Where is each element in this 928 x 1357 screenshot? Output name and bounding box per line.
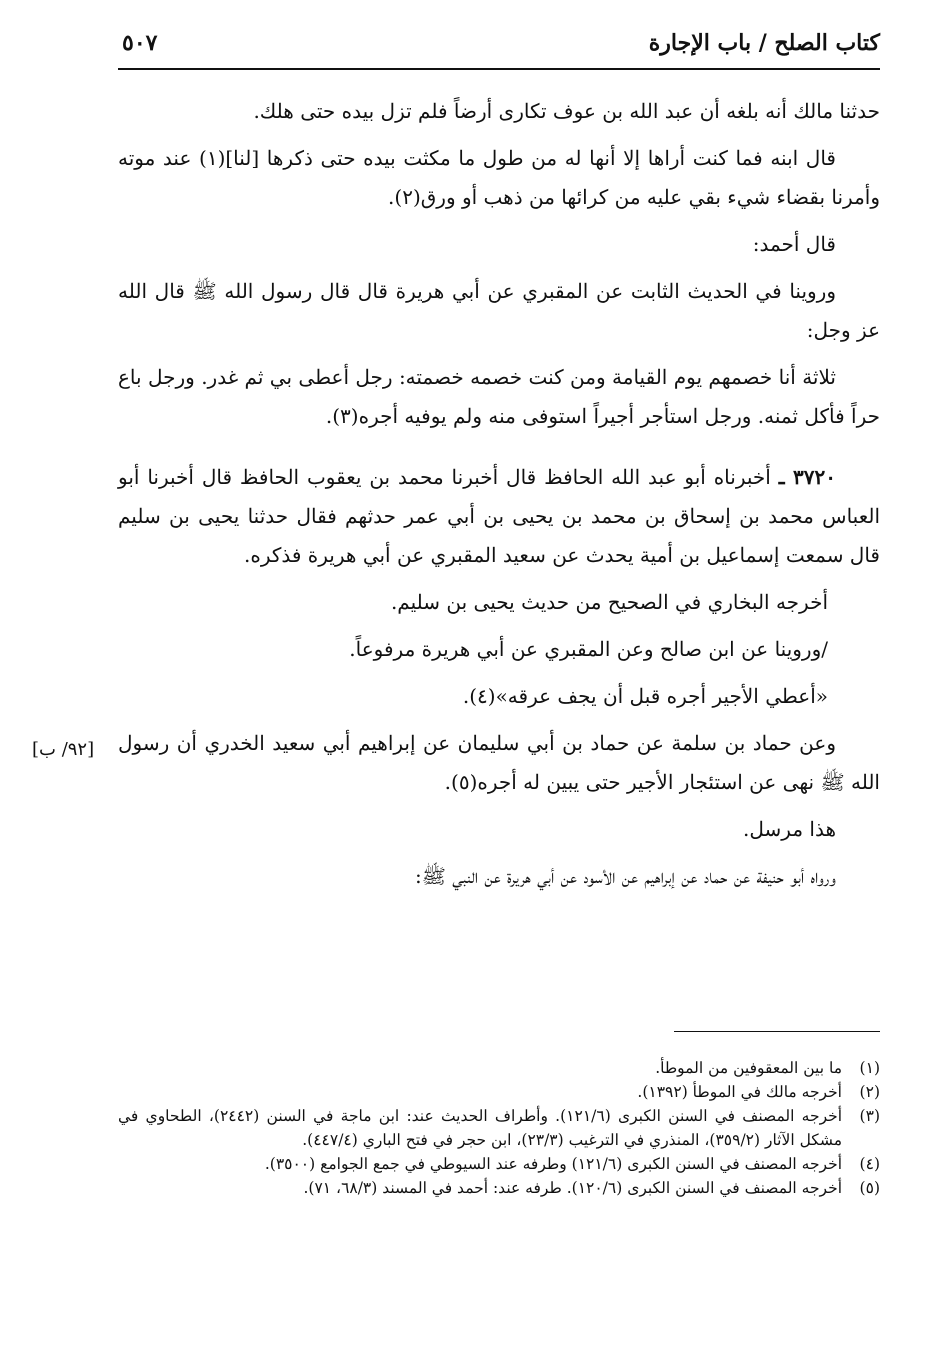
footnote xyxy=(118,1080,880,1104)
paragraph: قال ابنه فما كنت أراها إلا أنها له من طول ما مكثت بيده حتى ذكرها [لنا](١) عند موته وأمرنا بقضاء شيء بقي عليه من كرائها من ذهب أو ورق(٢). xyxy=(118,146,880,209)
footnote-separator xyxy=(674,1031,880,1032)
footnote xyxy=(118,1104,880,1152)
footnote-text: أخرجه المصنف في السنن الكبرى (١٢٠/٦). طرفه عند: أحمد في المسند (٦٨/٣، ٧١). xyxy=(303,1179,842,1197)
hadith-number: ٣٧٢٠ ـ xyxy=(778,465,837,489)
footnote xyxy=(118,1176,880,1200)
main-text xyxy=(118,92,880,904)
paragraph: هذا مرسل. xyxy=(743,817,836,841)
paragraph: قال أحمد: xyxy=(752,232,836,256)
footnote-text: أخرجه مالك في الموطأ (١٣٩٢). xyxy=(637,1083,842,1101)
page-header xyxy=(118,24,880,70)
paragraph: وروينا في الحديث الثابت عن المقبري عن أبي هريرة قال قال رسول الله ﷺ قال الله عز وجل: xyxy=(118,279,880,342)
footnote-text: أخرجه المصنف في السنن الكبرى (١٢١/٦). وأطراف الحديث عند: ابن ماجة في السنن (٢٤٤٢)، الطحاوي في مشكل الآثار (٣٥٩/٢)، المنذري في الترغيب (٢٣/٣)، ابن حجر في فتح الباري (٤٤٧/٤). xyxy=(118,1107,843,1149)
footnote-number: (١) xyxy=(859,1059,880,1077)
paragraph: ثلاثة أنا خصمهم يوم القيامة ومن كنت خصمه خصمته: رجل أعطى بي ثم غدر. ورجل باع حراً فأكل ثمنه. ورجل استأجر أجيراً استوفى منه ولم يوفيه أجره(٣). xyxy=(118,365,880,428)
footnote-number: (٤) xyxy=(859,1155,880,1173)
paragraph: /وروينا عن ابن صالح وعن المقبري عن أبي هريرة مرفوعاً. xyxy=(349,637,828,661)
paragraph: وعن حماد بن سلمة عن حماد بن أبي سليمان عن إبراهيم أبي سعيد الخدري أن رسول الله ﷺ نهى عن استئجار الأجير حتى يبين له أجره(٥). xyxy=(118,731,880,794)
footnote xyxy=(118,1152,880,1176)
hadith-paragraph xyxy=(118,458,880,575)
page-number: ٥٠٧ xyxy=(122,30,158,56)
footnote-number: (٢) xyxy=(859,1083,880,1101)
footnote-number: (٣) xyxy=(859,1107,880,1125)
paragraph: حدثنا مالك أنه بلغه أن عبد الله بن عوف تكارى أرضاً فلم تزل بيده حتى هلك. xyxy=(253,99,880,123)
footnote xyxy=(118,1056,880,1080)
paragraph: «أعطي الأجير أجره قبل أن يجف عرقه»(٤). xyxy=(462,684,828,708)
paragraph: ورواه أبو حنيفة عن حماد عن إبراهيم عن الأسود عن أبي هريرة عن النبي ﷺ: xyxy=(415,864,836,888)
running-head: كتاب الصلح / باب الإجارة xyxy=(648,30,880,56)
paragraph: أخرجه البخاري في الصحيح من حديث يحيى بن سليم. xyxy=(390,590,828,614)
manuscript-folio-note: [٩٢/ ب] xyxy=(32,739,95,760)
footnote-number: (٥) xyxy=(859,1179,880,1197)
footnote-text: ما بين المعقوفين من الموطأ. xyxy=(655,1059,842,1077)
hadith-continuation: أخبرنا أبو العباس محمد بن إسحاق بن محمد بن يحيى بن أبي عمر حدثهم فقال حدثنا يحيى بن سليم قال سمعت إسماعيل بن أمية يحدث عن سعيد المقبري عن أبي هريرة فذكره. xyxy=(118,465,880,567)
footnote-text: أخرجه المصنف في السنن الكبرى (١٢١/٦) وطرفه عند السيوطي في جمع الجوامع (٣٥٠٠). xyxy=(264,1155,842,1173)
footnotes xyxy=(118,1056,880,1200)
hadith-opening: أخبرناه أبو عبد الله الحافظ قال أخبرنا محمد بن يعقوب الحافظ قال xyxy=(201,465,771,489)
